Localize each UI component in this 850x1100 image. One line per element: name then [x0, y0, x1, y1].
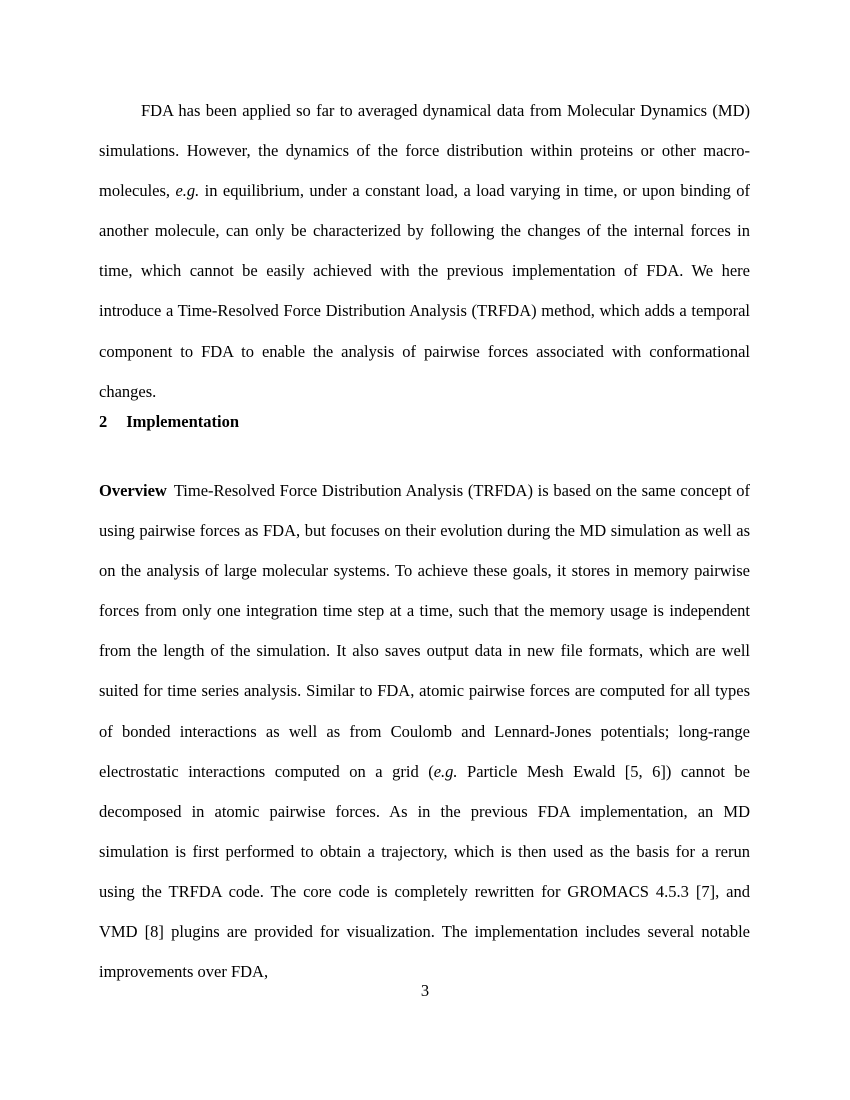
page-number: 3 [420, 981, 430, 1000]
text-run: in equilibrium, under a constant load, a load varying in time, or upon binding of another molecule, can only be characterized by following the changes of the internal forces in time, which cannot be easily achieved with the previous implementation of FDA. We here introduce a Time-Resolved Force Distribution Analysis (TRFDA) method, which adds a temporal component to FDA to enable the analysis of pairwise forces associated with conformational changes. [99, 181, 751, 401]
text-run: Time-Resolved Force Distribution Analysis (TRFDA) is based on the same concept of using pairwise forces as FDA, but focuses on their evolution during the MD simulation as well as on the analysis of large molecular systems. To achieve these goals, it stores in memory pairwise forces from only one integration time step at a time, such that the memory usage is independent from the length of the simulation. It also saves output data in new file formats, which are well suited for time series analysis. Similar to FDA, atomic pairwise forces are computed for all types of bonded interactions as well as from Coulomb and Lennard-Jones potentials; long-range electrostatic interactions computed on a grid ( [99, 481, 750, 781]
overview-paragraph [99, 471, 750, 992]
section-title: Implementation [126, 412, 239, 431]
text-run: e.g. [175, 181, 200, 201]
section-heading [99, 402, 750, 442]
text-run: Overview [99, 481, 167, 500]
text-run: Particle Mesh Ewald [5, 6]) cannot be decomposed in atomic pairwise forces. As in the previous FDA implementation, an MD simulation is first performed to obtain a trajectory, which is then used as the basis for a rerun using the TRFDA code. The core code is completely rewritten for GROMACS 4.5.3 [7], and VMD [8] plugins are provided for visualization. The implementation includes several notable improvements over FDA, [99, 761, 750, 982]
text-run: FDA has been applied so far to averaged dynamical data from Molecular Dynamics (MD) simulations. However, the dynamics of the force distribution within proteins or other macro-molecules, [99, 101, 750, 201]
text-run: e.g. [433, 761, 458, 781]
intro-paragraph [99, 91, 750, 412]
section-number: 2 [99, 412, 108, 431]
